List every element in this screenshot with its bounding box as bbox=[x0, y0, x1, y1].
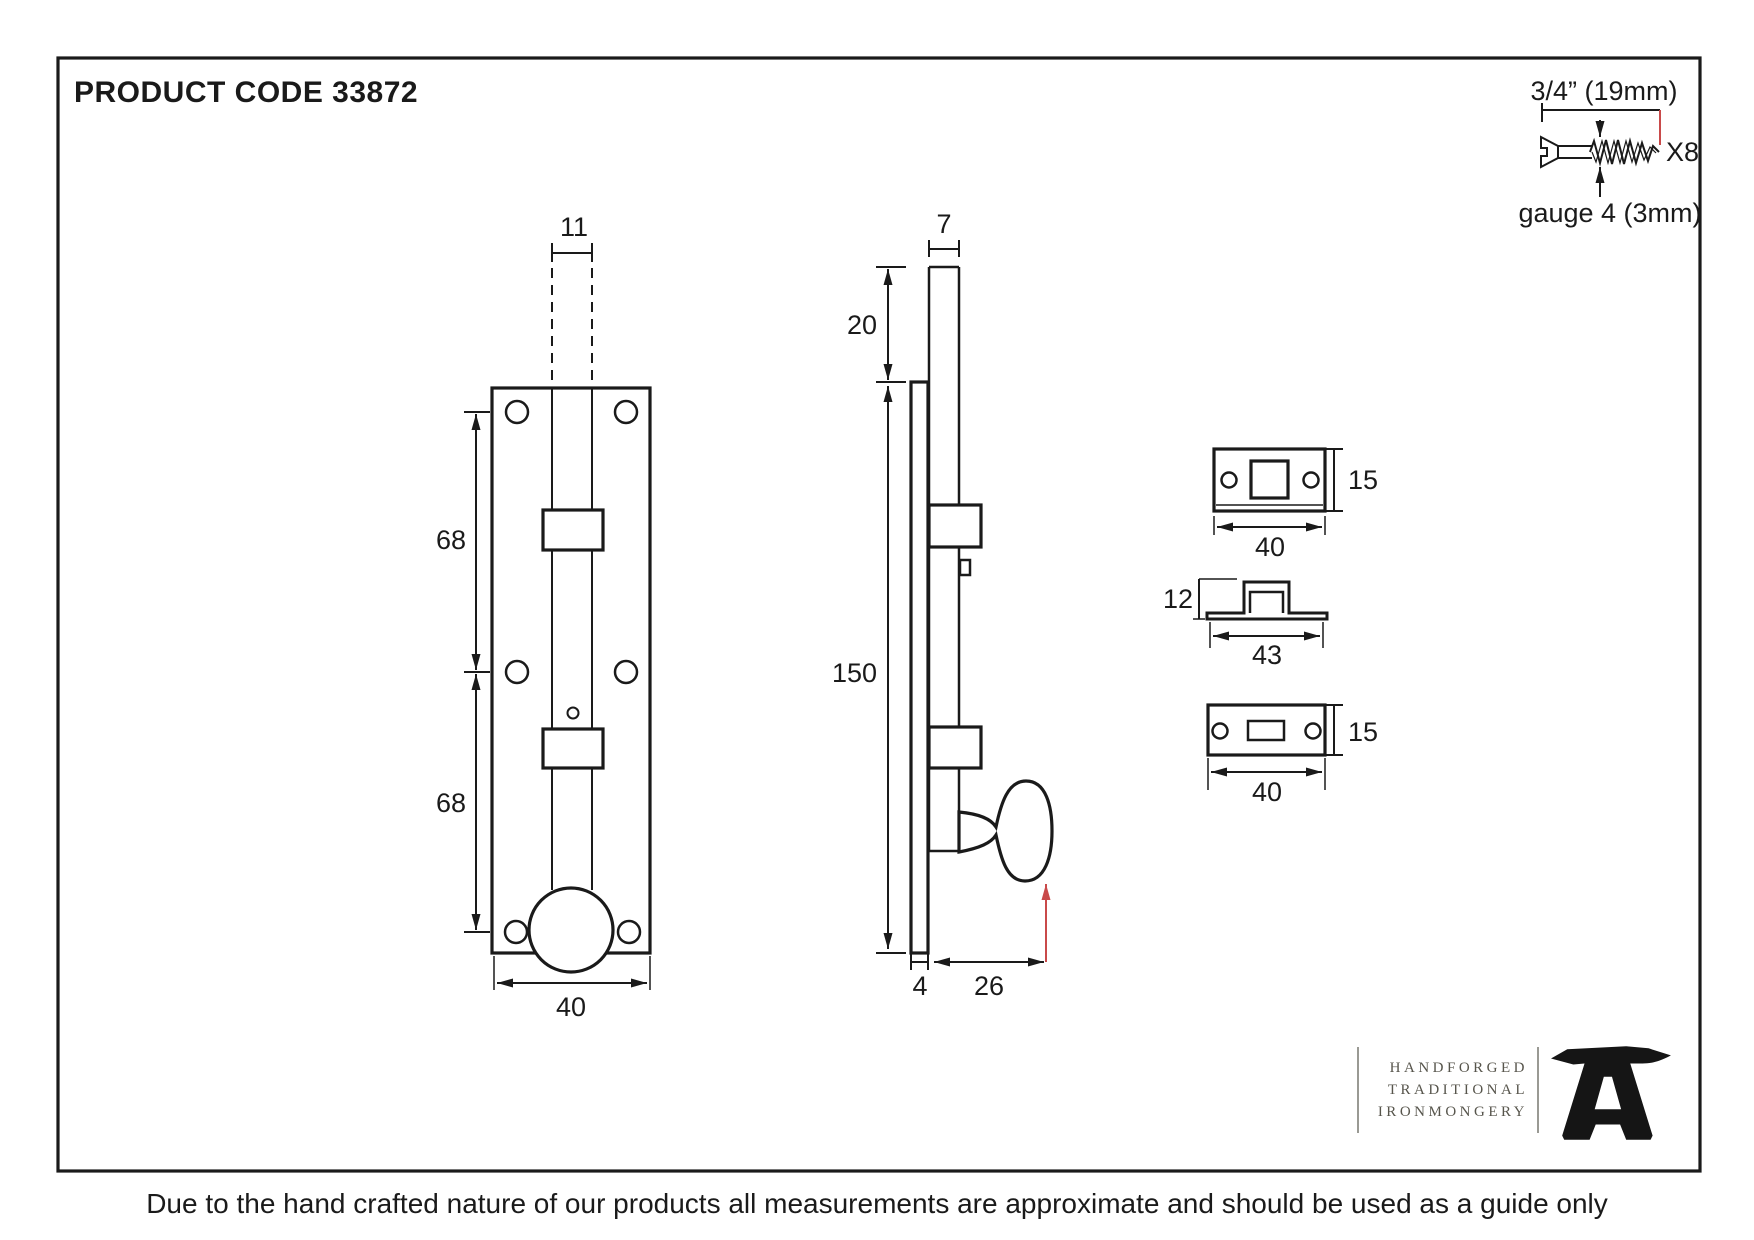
rod-stop-pin bbox=[960, 560, 970, 575]
screw-icon bbox=[1541, 137, 1659, 167]
screw-hole bbox=[1213, 724, 1228, 739]
screw-kit bbox=[1518, 76, 1701, 228]
slot-keeper-aperture bbox=[1248, 721, 1284, 740]
screw-quantity-label: X8 bbox=[1666, 137, 1700, 167]
screw-hole bbox=[506, 661, 528, 683]
plate-height-dim: 150 bbox=[831, 658, 877, 688]
bolt-depth-dim: 7 bbox=[936, 209, 952, 239]
slot-keeper-view bbox=[1208, 705, 1378, 807]
knob-projection-dim: 26 bbox=[973, 971, 1005, 1001]
bridge-guide-width-dim: 43 bbox=[1251, 640, 1283, 670]
screw-hole bbox=[1304, 473, 1319, 488]
screw-hole bbox=[615, 661, 637, 683]
upper-hole-spacing-dim: 68 bbox=[435, 525, 466, 555]
plate-thickness-dim: 4 bbox=[912, 971, 928, 1001]
anvil-icon bbox=[1551, 1045, 1677, 1141]
square-keeper-width-dim: 40 bbox=[1254, 532, 1286, 562]
square-keeper-view bbox=[1214, 449, 1378, 562]
screw-gauge-label: gauge 4 (3mm) bbox=[1518, 198, 1702, 228]
bridge-guide-view bbox=[1163, 579, 1327, 670]
screw-hole bbox=[615, 401, 637, 423]
logo-line-3: IRONMONGERY bbox=[1377, 1104, 1528, 1120]
lower-hole-spacing-dim: 68 bbox=[435, 788, 466, 818]
logo-line-1: HANDFORGED bbox=[1389, 1060, 1528, 1076]
square-keeper-height-dim: 15 bbox=[1348, 465, 1379, 495]
screw-hole bbox=[1306, 724, 1321, 739]
screw-hole bbox=[1222, 473, 1237, 488]
plate-width-dim: 40 bbox=[555, 992, 587, 1022]
bolt-plate-side bbox=[911, 382, 928, 953]
side-view bbox=[832, 209, 1052, 1001]
logo-divider-right bbox=[1537, 1047, 1539, 1133]
front-view bbox=[436, 212, 650, 1022]
drawing-border bbox=[58, 58, 1700, 1171]
knob-side bbox=[959, 781, 1052, 881]
product-code-title: PRODUCT CODE 33872 bbox=[74, 76, 419, 109]
slot-keeper-width-dim: 40 bbox=[1251, 777, 1283, 807]
logo-divider-left bbox=[1357, 1047, 1359, 1133]
guide-bracket-lower-side bbox=[929, 727, 981, 768]
bolt-width-dim: 11 bbox=[559, 212, 589, 242]
bridge-guide-profile bbox=[1207, 582, 1327, 619]
guide-bracket-upper-side bbox=[929, 505, 981, 547]
bolt-extension-dim: 20 bbox=[846, 310, 877, 340]
knob-front bbox=[529, 888, 613, 972]
logo-line-2: TRADITIONAL bbox=[1387, 1082, 1528, 1098]
screw-hole bbox=[506, 401, 528, 423]
square-keeper-aperture bbox=[1251, 461, 1288, 498]
guide-bracket-lower bbox=[543, 729, 603, 768]
disclaimer-note: Due to the hand crafted nature of our products all measurements are approximate and should be used as a guide only bbox=[146, 1188, 1608, 1219]
screw-hole bbox=[505, 921, 527, 943]
bridge-guide-height-dim: 12 bbox=[1162, 584, 1193, 614]
rod-pin-hole bbox=[568, 708, 579, 719]
guide-bracket-upper bbox=[543, 510, 603, 550]
logo-wordmark bbox=[1360, 1057, 1528, 1123]
slot-keeper-height-dim: 15 bbox=[1348, 717, 1379, 747]
screw-length-label: 3/4” (19mm) bbox=[1530, 76, 1678, 106]
screw-hole bbox=[618, 921, 640, 943]
